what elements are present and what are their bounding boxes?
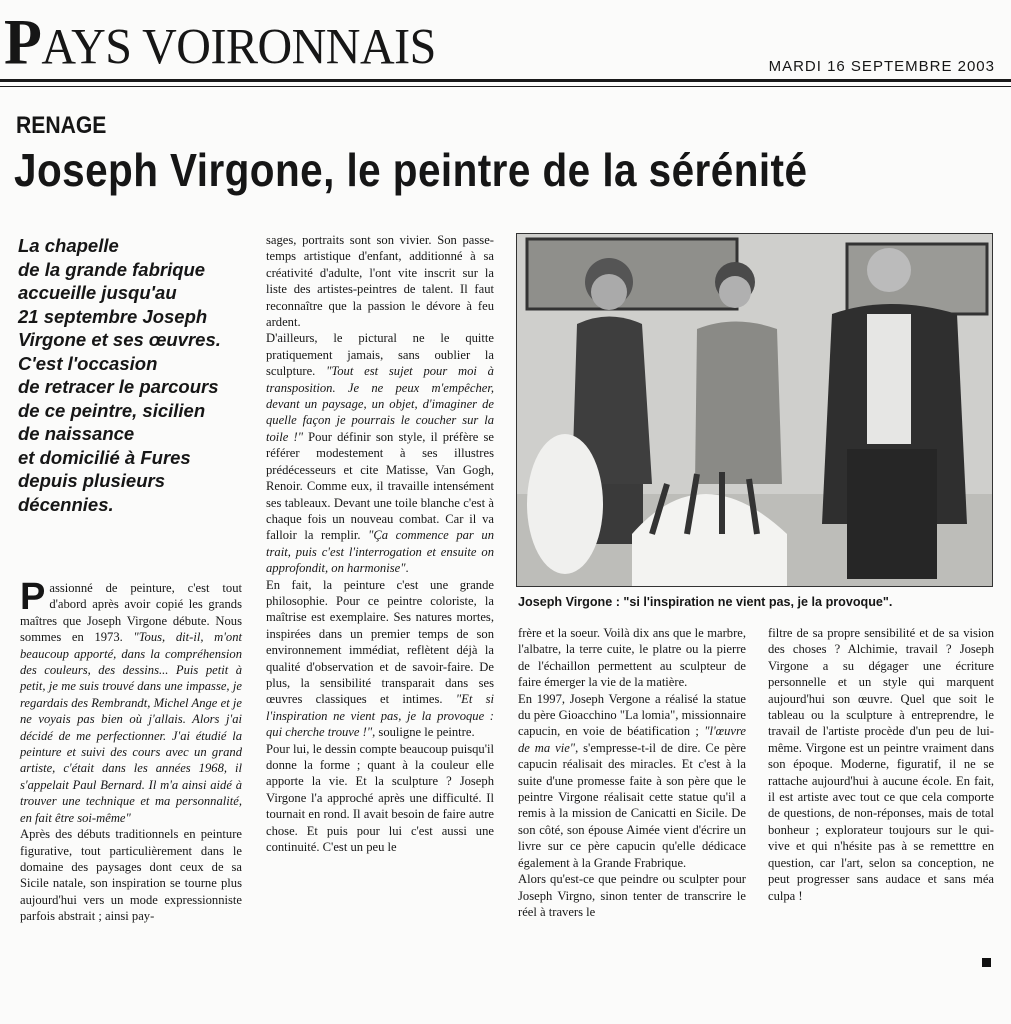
lead-line: de la grande fabrique (18, 258, 206, 280)
end-of-article-mark (982, 958, 991, 967)
section-title (4, 6, 436, 79)
photo-illustration (517, 234, 992, 586)
quote: "Et si l'inspiration ne vient pas, je la provoque : qui cherche trouve !" (266, 692, 494, 740)
paragraph (266, 577, 494, 741)
section-title-initial: P (4, 6, 42, 79)
article-column-2 (266, 232, 494, 855)
paragraph: Alors qu'est-ce que peindre ou sculpter pour Joseph Virgno, sinon tenter de transcrire le réel à travers le (518, 872, 746, 919)
lead-line: C'est l'occasion (18, 352, 158, 374)
lead-line: 21 septembre Joseph (18, 305, 208, 327)
article-kicker: RENAGE (16, 112, 107, 139)
paragraph (20, 576, 242, 826)
lead-line: de naissance (18, 423, 135, 444)
article-headline: Joseph Virgone, le peintre de la sérénité (14, 144, 808, 196)
paragraph (266, 330, 494, 576)
paragraph: frère et la soeur. Voilà dix ans que le marbre, l'albatre, la terre cuite, le platre ou la pierre de l'échaillon permettent au sculpteur de faire émerger la vie de la matière. (518, 626, 746, 690)
text-run: D'ailleurs, le pictural ne le quitte pratiquement jamais, sans oublier la sculpture. (266, 331, 494, 379)
paragraph (518, 691, 746, 871)
paragraph: Après des débuts traditionnels en peinture figurative, tout particulièrement dans le domaine des paysages dont ceux de sa Sicile natale, son inspiration se tourne plus aujourd'hui vers un mode expressionniste parfois abstrait ; ainsi pay- (20, 827, 242, 924)
quote: "Tous, dit-il, m'ont beaucoup apporté, dans la compréhension des couleurs, des dessins... Puis petit à petit, je me suis trouvé dans une impasse, je regardais des Rembrandt, Michel Ange et je ne voyais pas bien où j'allais. Alors j'ai décidé de me perfectionner. J'ai étudié la peinture et suivi des cours avec un grand artiste, c'était dans les années 1968, il s'appelait Paul Bernard. Il m'a ainsi aidé à trouver une technique et ma personnalité, en fait être soi-même" (20, 630, 242, 825)
paragraph: sages, portraits sont son vivier. Son passe-temps artistique d'enfant, additionné à sa créativité d'adulte, l'ont vite inscrit sur la liste des artistes-peintres de talent. Il faut reconnaître que la passion le dévore à feu ardent. (266, 233, 494, 330)
paragraph: Pour lui, le dessin compte beaucoup puisqu'il donne la forme ; quant à la couleur elle apporte la vie. Et la sculpture ? Joseph Virgone l'a approché après une difficulté. Il tournait en rond. Il avait besoin de faire autre chose. Et puis pour lui c'est aussi une continuité. C'est un peu le (266, 741, 494, 855)
article-lead (18, 234, 253, 516)
text-run: assionné de peinture, c'est tout d'abord après avoir copié les grands maîtres que Joseph Virgone débute. Nous sommes en 1973. (20, 581, 242, 645)
text-run: , souligne le peintre. (372, 725, 475, 740)
photo-caption: Joseph Virgone : "si l'inspiration ne vient pas, je la provoque". (518, 595, 893, 609)
quote: "Ça commence par un trait, puis c'est l'interrogation et ensuite on approfondit, on harmonise" (266, 528, 494, 576)
quote: "Tout est sujet pour moi à transposition. Je ne peux m'empêcher, devant un paysage, un objet, d'imaginer de quelle façon je pourrais le coucher sur la toile !" (266, 364, 494, 444)
text-run: Pour définir son style, il préfère se référer modestement à ses illustres prédécesseurs et cite Matisse, Van Gogh, Renoir. Comme eux, il travaille intensément ses tableaux. Devant une toile blanche c'est à chaque fois un nouveau combat. Car il va falloir la remplir. (266, 429, 495, 543)
lead-line: décennies. (18, 493, 114, 515)
text-run: En 1997, Joseph Vergone a réalisé la statue du père Gioacchino "La lomia", missionnaire capucin, en voie de béatification ; (518, 691, 746, 739)
drop-cap: P (20, 576, 46, 618)
quote: "l'œuvre de ma vie" (518, 724, 746, 755)
lead-line: de retracer le parcours (18, 376, 219, 397)
lead-line: Virgone et ses œuvres. (18, 329, 221, 350)
text-run: , s'empresse-t-il de dire. Ce père capucin réalisait des miracles. Et c'est à la suite d'une promesse faite à son père que le peintre Virgone réalisait cette statue qu'il a remis à la mission de Canicatti en Sicile. De son côté, son épouse Aimée vient d'écrire un livre sur ce père capucin qu'elle dédicace également à la Grande Frabrique. (518, 740, 746, 870)
article-column-1 (20, 576, 242, 925)
lead-line: et domicilié à Fures (18, 446, 191, 468)
issue-date: MARDI 16 SEPTEMBRE 2003 (768, 58, 995, 75)
article-photo (516, 233, 993, 587)
article-column-3 (518, 625, 746, 920)
lead-line: de ce peintre, sicilien (18, 399, 206, 421)
paragraph: filtre de sa propre sensibilité et de sa vision des choses ? Alchimie, travail ? Joseph Virgone a su dégager une écriture personnelle et un style qui marquent aujourd'hui son œuvre. Quel que soit le tableau ou la sculpture à entreprendre, le travail de l'artiste procède d'un peu de lui-même. Virgone est un peintre vraiment dans son époque. Moderne, figuratif, il ne se rattache aujourd'hui à aucune école. En fait, il est artiste avec tout ce que cela comporte de questions, de non-réponses, mais de total bonheur ; explorateur toujours sur le qui-vive et qui n'hésite pas à se remetttre en question, car l'art, selon sa conception, ne peut progresser sans audace et sans méa culpa ! (768, 626, 994, 903)
header-rule-thick (0, 79, 1011, 82)
text-run: . (405, 561, 409, 576)
section-title-rest: AYS VOIRONNAIS (41, 19, 436, 76)
header-rule-thin (0, 86, 1011, 87)
lead-line: accueille jusqu'au (18, 282, 177, 303)
text-run: En fait, la peinture c'est une grande philosophie. Pour ce peintre coloriste, la maîtrise est exemplaire. Ses natures mortes, inspirées dans un premier temps de son environnement immédiat, reflètent déjà la qualité d'observation et de savoir-faire. De plus, la sensibilité transparait dans ses œuvres classiques et intimes. (266, 577, 494, 707)
lead-line: La chapelle (18, 235, 119, 256)
article-column-4 (768, 625, 994, 904)
lead-line: depuis plusieurs (18, 470, 166, 491)
